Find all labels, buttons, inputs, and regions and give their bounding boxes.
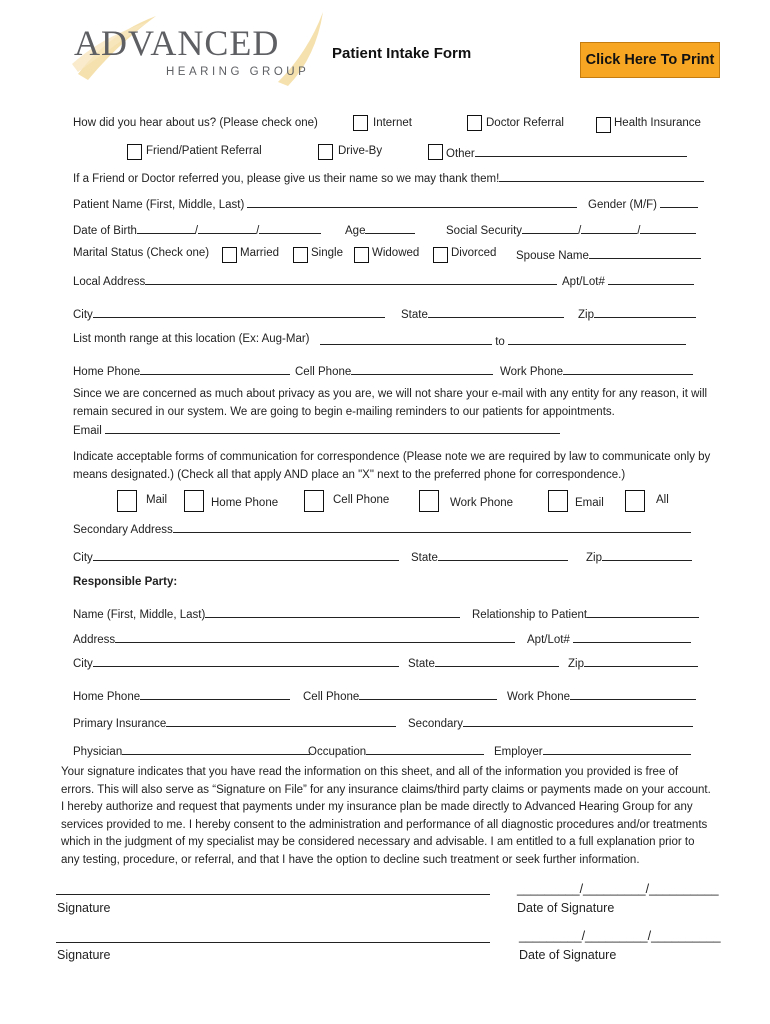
responsible-zip-field[interactable]: Zip xyxy=(568,655,698,670)
referral-question: How did you hear about us? (Please check one) xyxy=(73,117,318,129)
responsible-cell-phone-field[interactable]: Cell Phone xyxy=(303,688,497,703)
responsible-party-heading: Responsible Party: xyxy=(73,576,178,588)
option-mail: Mail xyxy=(146,494,168,506)
secondary-insurance-field[interactable]: Secondary xyxy=(408,715,693,730)
checkbox-internet[interactable] xyxy=(353,115,368,131)
age-field[interactable]: Age xyxy=(345,222,415,237)
option-health-insurance: Health Insurance xyxy=(614,117,701,129)
relationship-field[interactable]: Relationship to Patient xyxy=(472,606,699,621)
city-field[interactable]: City xyxy=(73,306,385,321)
signature-line-2[interactable] xyxy=(56,941,490,943)
option-email: Email xyxy=(575,497,604,509)
checkbox-other[interactable] xyxy=(428,144,443,160)
physician-field[interactable]: Physician xyxy=(73,743,310,758)
secondary-city-field[interactable]: City xyxy=(73,549,399,564)
option-work-phone: Work Phone xyxy=(450,497,514,509)
logo-sub-text: HEARING GROUP xyxy=(166,66,310,78)
cell-phone-field[interactable]: Cell Phone xyxy=(295,363,493,378)
company-logo xyxy=(68,14,328,86)
responsible-apt-field[interactable]: Apt/Lot# xyxy=(527,631,691,646)
option-married: Married xyxy=(240,247,279,259)
checkbox-mail[interactable] xyxy=(117,490,137,512)
apt-field[interactable]: Apt/Lot# xyxy=(562,273,694,288)
local-address-field[interactable]: Local Address xyxy=(73,273,557,288)
option-doctor-referral: Doctor Referral xyxy=(486,117,564,129)
option-internet: Internet xyxy=(373,117,412,129)
dob-field[interactable]: Date of Birth / / xyxy=(73,222,321,237)
checkbox-home-phone[interactable] xyxy=(184,490,204,512)
secondary-state-field[interactable]: State xyxy=(411,549,568,564)
checkbox-friend-referral[interactable] xyxy=(127,144,142,160)
option-home-phone: Home Phone xyxy=(211,497,279,509)
spouse-name-field[interactable]: Spouse Name xyxy=(516,247,701,262)
checkbox-divorced[interactable] xyxy=(433,247,448,263)
option-all: All xyxy=(656,494,669,506)
responsible-work-phone-field[interactable]: Work Phone xyxy=(507,688,696,703)
date-label-1: Date of Signature xyxy=(517,901,615,915)
checkbox-married[interactable] xyxy=(222,247,237,263)
gender-field[interactable]: Gender (M/F) xyxy=(588,196,698,211)
primary-insurance-field[interactable]: Primary Insurance xyxy=(73,715,396,730)
zip-field[interactable]: Zip xyxy=(578,306,696,321)
responsible-name-field[interactable]: Name (First, Middle, Last) xyxy=(73,606,460,621)
signature-label-2: Signature xyxy=(57,948,111,962)
checkbox-cell-phone[interactable] xyxy=(304,490,324,512)
option-divorced: Divorced xyxy=(451,247,497,259)
print-button[interactable]: Click Here To Print xyxy=(580,42,720,78)
checkbox-doctor-referral[interactable] xyxy=(467,115,482,131)
employer-field[interactable]: Employer xyxy=(494,743,691,758)
logo-main-text: ADVANCED xyxy=(74,23,280,63)
month-range-label: List month range at this location (Ex: Aug-Mar) xyxy=(73,333,310,345)
email-field[interactable]: Email xyxy=(73,422,560,437)
checkbox-single[interactable] xyxy=(293,247,308,263)
signature-label-1: Signature xyxy=(57,901,111,915)
checkbox-widowed[interactable] xyxy=(354,247,369,263)
checkbox-email[interactable] xyxy=(548,490,568,512)
ssn-field[interactable]: Social Security / / xyxy=(446,222,696,237)
home-phone-field[interactable]: Home Phone xyxy=(73,363,290,378)
checkbox-health-insurance[interactable] xyxy=(596,117,611,133)
checkbox-work-phone[interactable] xyxy=(419,490,439,512)
option-single: Single xyxy=(311,247,343,259)
option-widowed: Widowed xyxy=(372,247,420,259)
marital-status-label: Marital Status (Check one) xyxy=(73,247,210,259)
responsible-address-field[interactable]: Address xyxy=(73,631,515,646)
privacy-text: Since we are concerned as much about privacy as you are, we will not share your e-mail with any entity for any reason, it will remain secured in our system. We are going to begin e-mailing reminders to our patients for appointments. xyxy=(73,388,708,418)
checkbox-drive-by[interactable] xyxy=(318,144,333,160)
date-line-2[interactable]: _________/_________/__________ xyxy=(519,929,721,943)
option-other: Other xyxy=(446,145,687,160)
occupation-field[interactable]: Occupation xyxy=(308,743,484,758)
referral-name-field[interactable]: If a Friend or Doctor referred you, please give us their name so we may thank them! xyxy=(73,170,704,185)
work-phone-field[interactable]: Work Phone xyxy=(500,363,693,378)
option-friend-referral: Friend/Patient Referral xyxy=(146,145,262,157)
communication-text: Indicate acceptable forms of communication for correspondence (Please note we are required by law to communicate only by means designated.) (Check all that apply AND place an "X" next to the preferred phone for correspondence.) xyxy=(73,451,711,481)
date-line-1[interactable]: _________/_________/__________ xyxy=(517,882,719,896)
responsible-home-phone-field[interactable]: Home Phone xyxy=(73,688,290,703)
form-title: Patient Intake Form xyxy=(332,45,472,62)
secondary-address-field[interactable]: Secondary Address xyxy=(73,521,691,536)
state-field[interactable]: State xyxy=(401,306,564,321)
signature-line-1[interactable] xyxy=(56,893,490,895)
responsible-state-field[interactable]: State xyxy=(408,655,559,670)
responsible-city-field[interactable]: City xyxy=(73,655,399,670)
patient-name-field[interactable]: Patient Name (First, Middle, Last) xyxy=(73,196,577,211)
signature-disclaimer: Your signature indicates that you have read the information on this sheet, and all of the information you provided is free of errors. This will also serve as “Signature on File” for any insurance claims/third party claims or payments made on your account. I hereby authorize and request that payments under my insurance plan be made directly to Advanced Hearing Group for any services provided to me. I hereby consent to the administration and performance of all diagnostic procedures and/or treatments which in the judgment of my specialist may be considered necessary and advisable. I am entitled to a full explanation prior to any testing, procedure, or referral, and that I have the option to decline such treatment or seek further information. xyxy=(61,766,711,866)
secondary-zip-field[interactable]: Zip xyxy=(586,549,692,564)
date-label-2: Date of Signature xyxy=(519,948,617,962)
option-drive-by: Drive-By xyxy=(338,145,383,157)
checkbox-all[interactable] xyxy=(625,490,645,512)
month-range-field[interactable]: to xyxy=(320,333,686,348)
option-cell-phone: Cell Phone xyxy=(333,494,390,506)
